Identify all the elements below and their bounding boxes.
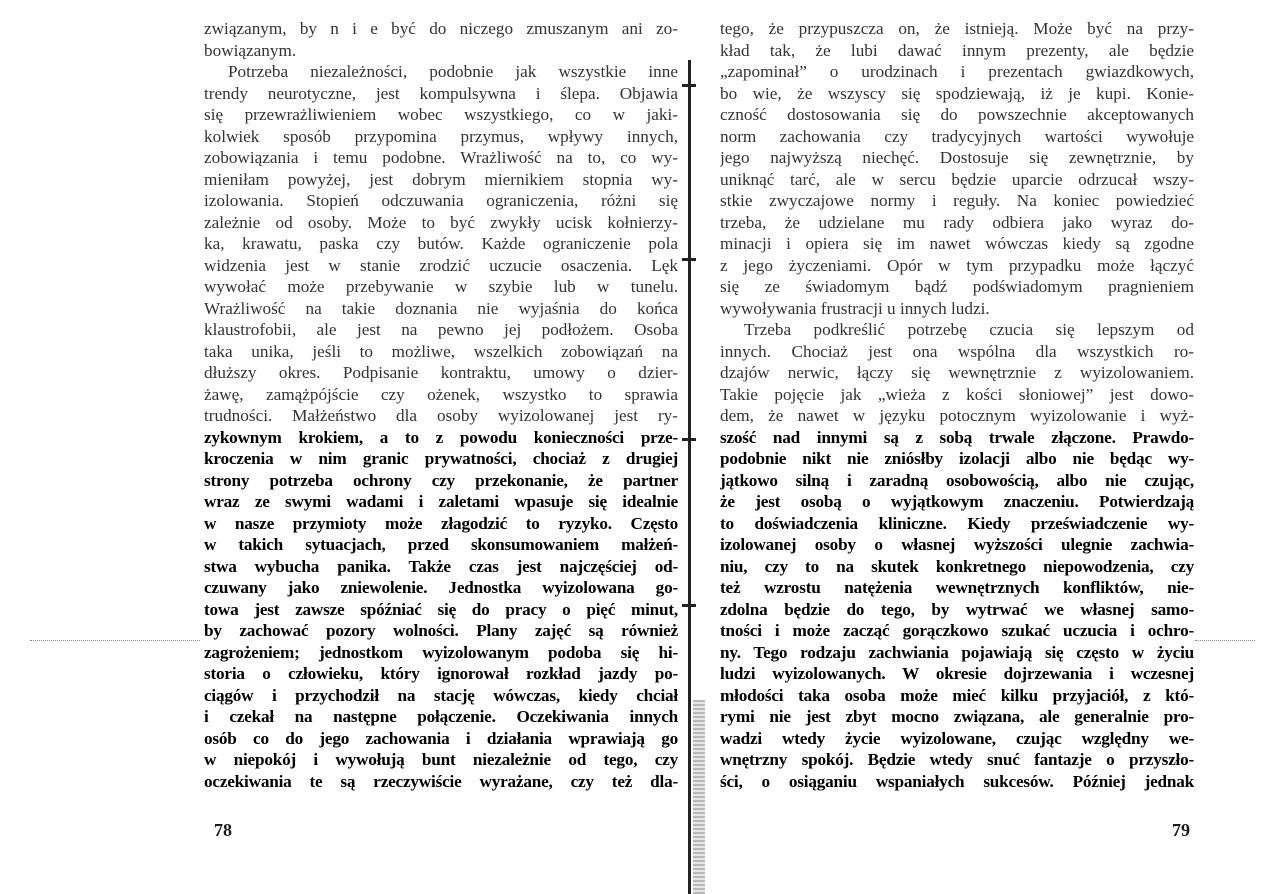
text-line: stwa wybucha panika. Także czas jest najczęściej od-: [204, 556, 678, 576]
text-line: osób co do jego zachowania i działania wprawiają go: [204, 728, 678, 748]
text-line: innych. Chociaż jest ona wspólna dla wszystkich ro-: [720, 341, 1194, 361]
text-line: trudności. Małżeństwo dla osoby wyizolowanej jest ry-: [204, 406, 678, 425]
page-number-right: 79: [1172, 820, 1190, 840]
text-line: z jego życzeniami. Opór w tym przypadku może łączyć: [720, 255, 1194, 275]
text-line: storia o człowieku, który ignorował rozkład jazdy po-: [204, 664, 678, 683]
text-line: czność dostosowania się do powszechnie akceptowanych: [720, 105, 1194, 124]
text-line: dem, że nawet w języku potocznym wyizolowanie i wyż-: [720, 406, 1194, 425]
text-line: zależnie od osoby. Może to być zwykły ucisk kołnierzy-: [204, 212, 678, 232]
text-line: trendy neurotyczne, jest kompulsywna i ślepa. Objawia: [204, 83, 678, 103]
text-line: kroczenia w nim granic prywatności, chociaż z drugiej: [204, 449, 678, 468]
paragraph: [204, 61, 678, 792]
paragraph: [204, 18, 678, 61]
text-line: ści, o osiąganiu wspaniałych sukcesów. Później jednak: [720, 771, 1194, 791]
text-line: norm zachowania czy tradycyjnych wartości wywołuje: [720, 126, 1194, 146]
scan-dotted-line: [30, 640, 200, 641]
text-line: by zachować pozory wolności. Plany zajęć są również: [204, 621, 678, 640]
text-line: trzeba, że udzielane mu rady odbiera jako wyraz do-: [720, 212, 1194, 232]
margin-mark: [682, 438, 696, 441]
text-line: szość nad innymi są z sobą trwale złączone. Prawdo-: [720, 427, 1194, 447]
text-line: uniknąć tarć, ale w sercu będzie uparcie odrzucał wszy-: [720, 169, 1194, 189]
text-line: ny. Tego rodzaju zachwiania pojawiają się często w życiu: [720, 642, 1194, 662]
text-line: stkie zwyczajowe normy i reguły. Na koniec powiedzieć: [720, 191, 1194, 210]
text-line: czuwany jako zniewolenie. Jednostka wyizolowana go-: [204, 578, 678, 597]
text-line: zykownym krokiem, a to z powodu konieczności prze-: [204, 427, 678, 447]
text-line: bowiązanym.: [204, 40, 297, 60]
left-page: [204, 18, 678, 792]
text-line: wadzi wtedy życie wyizolowane, czując względny we-: [720, 728, 1194, 748]
margin-mark: [682, 84, 696, 87]
page-number-left: 78: [214, 820, 232, 840]
text-line: też wzrostu natężenia wewnętrznych konfliktów, nie-: [720, 578, 1194, 597]
text-line: to doświadczenia kliniczne. Kiedy przeświadczenie wy-: [720, 513, 1194, 533]
text-line: podobnie nikt nie zniósłby izolacji albo nie będąc wy-: [720, 449, 1194, 468]
text-line: klaustrofobii, ale jest na pewno jej podłożem. Osoba: [204, 320, 678, 339]
scan-dotted-line: [1195, 640, 1255, 641]
text-line: jątkowo silną i zaradną osobowością, albo nie czując,: [720, 470, 1194, 490]
text-line: związanym, by n i e być do niczego zmuszanym ani zo-: [204, 19, 678, 38]
text-line: że jest osobą o wyjątkowym znaczeniu. Potwierdzają: [720, 492, 1194, 511]
scan-noise: [693, 700, 705, 894]
margin-mark: [682, 258, 696, 261]
margin-mark: [682, 604, 696, 607]
text-line: dłuższy okres. Podpisanie kontraktu, umowy o dzier-: [204, 363, 678, 382]
text-line: się ze świadomym bądź podświadomym pragnieniem: [720, 277, 1194, 296]
text-line: izolowanej osoby o własnej wyższości ulegnie zachwia-: [720, 535, 1194, 554]
text-line: ka, krawatu, paska czy butów. Każde ograniczenie pola: [204, 234, 678, 253]
text-line: widzenia jest w stanie zrodzić uczucie osaczenia. Lęk: [204, 255, 678, 275]
text-line: „zapominał” o urodzinach i prezentach gwiazdkowych,: [720, 62, 1194, 81]
text-line: Potrzeba niezależności, podobnie jak wszystkie inne: [228, 62, 678, 81]
text-line: minacji i opiera się im nawet wówczas kiedy są zgodne: [720, 234, 1194, 253]
text-line: ludzi wyizolowanych. W okresie dojrzewania i wczesnej: [720, 664, 1194, 683]
text-line: Trzeba podkreślić potrzebę czucia się lepszym od: [744, 320, 1194, 339]
text-line: niu, czy to na skutek konkretnego niepowodzenia, czy: [720, 556, 1194, 576]
text-line: wnętrzny spokój. Będzie wtedy snuć fantazje o przyszło-: [720, 750, 1194, 769]
text-line: zobowiązania i temu podobne. Wrażliwość na to, co wy-: [204, 148, 678, 167]
text-line: się przewrażliwieniem wobec wszystkiego, co w jaki-: [204, 105, 678, 124]
text-line: tego, że przypuszcza on, że istnieją. Może być na przy-: [720, 19, 1194, 38]
text-line: strony potrzeba ochrony czy przekonanie, że partner: [204, 470, 678, 490]
text-line: izolowania. Stopień odczuwania ograniczenia, różni się: [204, 191, 678, 210]
text-line: dzajów nerwic, łączy się wewnętrznie z wyizolowaniem.: [720, 363, 1194, 382]
text-line: kolwiek sposób przypomina przymus, wpływy innych,: [204, 126, 678, 146]
paragraph: [720, 319, 1194, 792]
text-line: zagrożeniem; jednostkom wyizolowanym podoba się hi-: [204, 642, 678, 662]
text-line: rymi nie jest zbyt mocno związana, ale generalnie pro-: [720, 707, 1194, 726]
text-line: młodości taka osoba może mieć kilku przyjaciół, z któ-: [720, 685, 1194, 705]
right-page: [720, 18, 1194, 792]
text-line: zdolna będzie do tego, by wytrwać we własnej samo-: [720, 599, 1194, 619]
text-line: wywoływania frustracji u innych ludzi.: [720, 298, 990, 318]
text-line: żawę, zamążpójście czy ożenek, wszystko to sprawia: [204, 384, 678, 404]
text-line: w niepokój i wywołują bunt niezależnie od tego, czy: [204, 750, 678, 769]
text-line: kład tak, że lubi dawać innym prezenty, ale będzie: [720, 40, 1194, 60]
text-line: mieniłam powyżej, jest dobrym miernikiem stopnia wy-: [204, 169, 678, 189]
text-line: wywołać może przebywanie w szybie lub w tunelu.: [204, 277, 678, 296]
text-line: towa jest zawsze spóźniać się do pracy o pięć minut,: [204, 599, 678, 619]
book-spine-shadow: [688, 60, 691, 894]
text-line: Takie pojęcie jak „wieża z kości słoniowej” jest dowo-: [720, 384, 1194, 404]
text-line: w nasze przymioty może złagodzić to ryzyko. Często: [204, 513, 678, 533]
text-line: jego najwyższą niechęć. Dostosuje się zewnętrznie, by: [720, 148, 1194, 167]
text-line: tności i może zacząć gorączkowo szukać uczucia i ochro-: [720, 621, 1194, 640]
text-line: i czekał na następne połączenie. Oczekiwania innych: [204, 707, 678, 726]
text-line: Wrażliwość na takie doznania nie wyjaśnia do końca: [204, 298, 678, 318]
text-line: ciągów i przychodził na stację wówczas, kiedy chciał: [204, 685, 678, 705]
paragraph: [720, 18, 1194, 319]
text-line: taka unika, jeśli to możliwe, wszelkich zobowiązań na: [204, 341, 678, 361]
text-line: wraz ze swymi wadami i zaletami wpasuje się idealnie: [204, 492, 678, 511]
text-line: w takich sytuacjach, przed skonsumowaniem małżeń-: [204, 535, 678, 554]
text-line: oczekiwania te są rzeczywiście wyrażane, czy też dla-: [204, 771, 678, 791]
text-line: bo wie, że wszyscy się spodziewają, iż je kupi. Konie-: [720, 83, 1194, 103]
